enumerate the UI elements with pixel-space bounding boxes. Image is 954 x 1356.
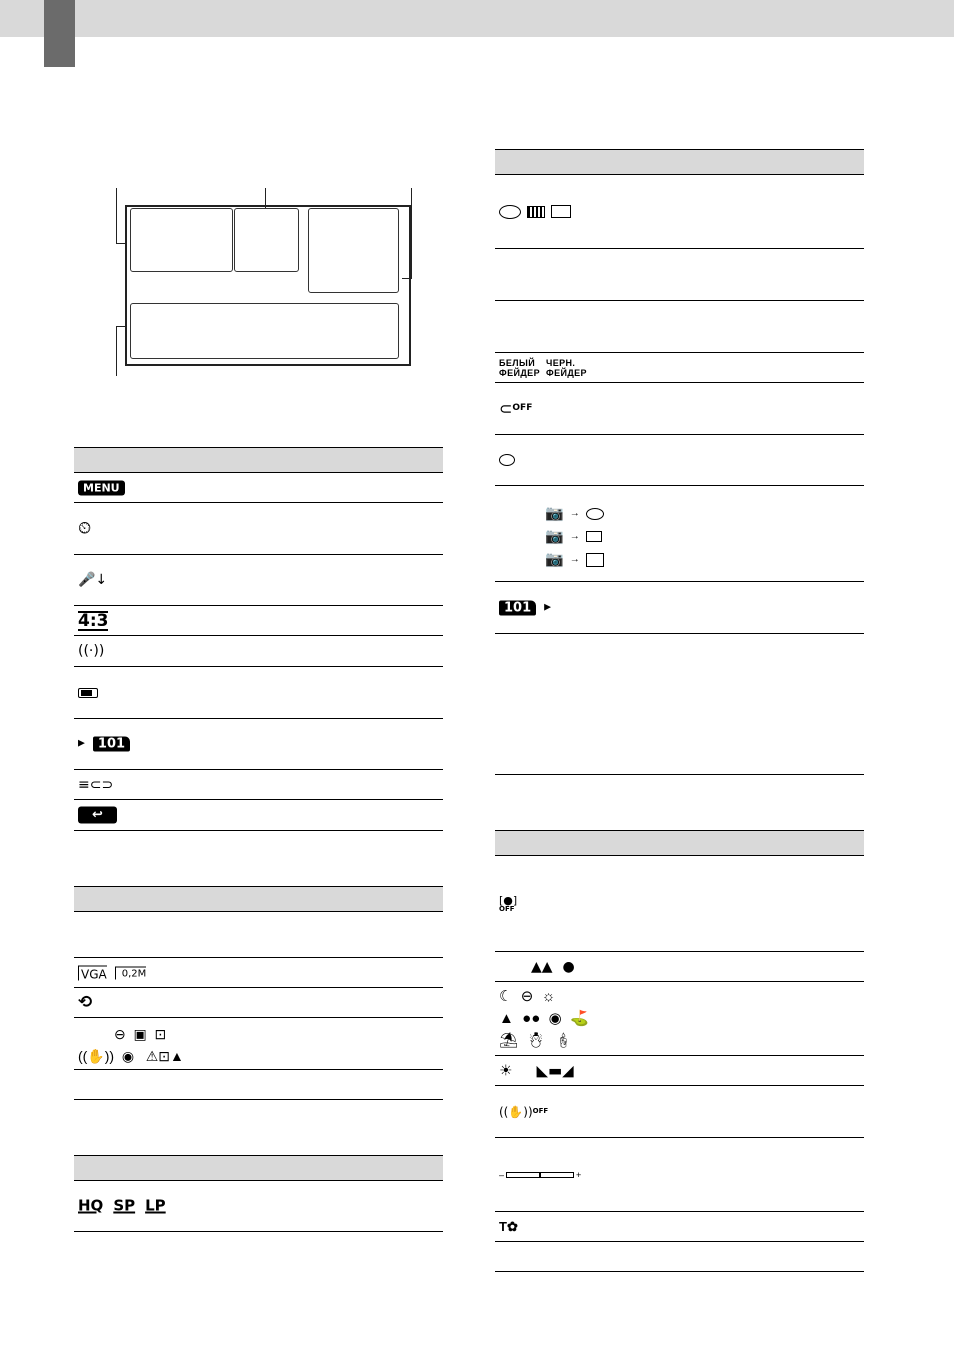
fader-icon	[499, 358, 587, 378]
drop-sensor-off-icon: ⊂ OFF	[499, 398, 533, 418]
table-row	[495, 301, 864, 353]
table-row	[74, 503, 443, 555]
face-detect-off-label: OFF	[499, 904, 515, 913]
left-table-1	[74, 447, 443, 831]
play-arrow-icon: ▶	[78, 738, 85, 749]
table-row	[495, 1138, 864, 1212]
table-row	[495, 982, 864, 1056]
table-row	[495, 1086, 864, 1138]
leader-line-4	[116, 326, 117, 376]
playback-folder-icon: 101	[499, 600, 536, 615]
table-row	[495, 486, 864, 582]
table-row	[74, 555, 443, 606]
right-table-2	[495, 830, 864, 1272]
face-detect-off-icon: [●] OFF	[499, 893, 518, 913]
folder-icon: 101	[93, 737, 130, 752]
self-timer-icon: ⏲	[78, 518, 92, 538]
menu-button-icon: MENU	[78, 480, 125, 495]
table-row	[495, 1212, 864, 1242]
table-row	[74, 606, 443, 636]
table-row	[495, 952, 864, 982]
return-button-icon: ↩	[78, 807, 117, 824]
sunlight-icon: ☀	[499, 1061, 513, 1079]
memory-icon	[527, 206, 545, 218]
table-row	[495, 1056, 864, 1086]
left-table-3	[74, 1155, 443, 1232]
play-arrow-icon: ▶	[544, 602, 552, 612]
table-row	[74, 1070, 443, 1100]
table-row	[74, 800, 443, 831]
portrait-icon: ●	[562, 958, 575, 975]
table-row	[495, 435, 864, 486]
table-row	[495, 353, 864, 383]
quality-lp-icon: LP	[145, 1196, 166, 1215]
zoom-minus-label: –	[499, 1169, 505, 1180]
card-icon	[551, 205, 571, 218]
wireless-icon: ((·))	[78, 643, 105, 659]
white-balance-icon: ◣▬◢	[536, 1061, 574, 1079]
image-size-02m-icon: 0,2M	[115, 966, 147, 979]
table-row	[495, 249, 864, 301]
table-row	[495, 582, 864, 634]
steadyshot-off-label: OFF	[532, 1107, 549, 1115]
table-row	[74, 988, 443, 1018]
table-header	[495, 149, 864, 175]
area-upper-right	[308, 208, 399, 293]
aspect-ratio-icon: 4:3	[78, 610, 109, 631]
media-warning-icons: ⊖ ▣ ⊡ ((✋)) ◉ ⚠⊡▲	[78, 1026, 184, 1064]
top-banner	[0, 0, 954, 37]
section-tab	[44, 0, 75, 67]
table-row	[74, 473, 443, 503]
drop-sensor-icon	[499, 454, 515, 466]
table-row	[74, 636, 443, 667]
fader-white-line2: ФЕЙДЕР	[499, 367, 540, 378]
fader-black-line2: ФЕЙДЕР	[545, 367, 587, 378]
quality-sp-icon: SP	[113, 1196, 136, 1215]
table-header	[495, 830, 864, 856]
zoom-bar-icon	[499, 1170, 581, 1180]
table-header	[74, 447, 443, 473]
leader-line-1	[116, 188, 117, 244]
leader-line-2	[265, 188, 266, 208]
image-size-vga-icon: VGA	[78, 965, 107, 980]
zoom-plus-label: +	[576, 1169, 582, 1180]
tele-macro-icon: T ✿	[499, 1218, 518, 1234]
copy-destination-icons: 📷 → 📷 → 📷 →	[545, 502, 604, 571]
table-row	[74, 1018, 443, 1070]
area-bottom	[130, 303, 399, 359]
table-row	[74, 912, 443, 958]
table-row	[74, 958, 443, 988]
leader-line-3	[411, 188, 412, 279]
table-row	[495, 1242, 864, 1272]
quality-hq-icon: HQ	[78, 1196, 104, 1215]
area-upper-center	[234, 208, 299, 272]
table-row	[74, 667, 443, 719]
mic-level-icon: 🎤↓	[78, 572, 108, 588]
left-table-2	[74, 886, 443, 1100]
scene-selection-icons: ☾ ⊖ ☼ ▲ ●● ◉ ⛳ ⛱ ☃ 🕯	[499, 988, 589, 1049]
tele-macro-label: T	[499, 1219, 507, 1234]
wind-noise-icon: ≡⊂⊃	[78, 776, 114, 793]
screen-diagram	[110, 188, 420, 378]
steadyshot-off-icon: ((✋)) OFF	[499, 1104, 549, 1119]
table-row	[495, 175, 864, 249]
landscape-icon: ▲▲	[531, 958, 553, 975]
table-row	[74, 719, 443, 770]
area-upper-left	[130, 208, 233, 272]
repeat-icon: ⟲	[78, 992, 93, 1012]
battery-icon	[78, 688, 98, 698]
table-header	[74, 1155, 443, 1181]
table-row	[74, 770, 443, 800]
drop-sensor-off-label: OFF	[512, 403, 533, 413]
table-row	[74, 1181, 443, 1232]
table-row	[495, 383, 864, 435]
table-row	[495, 856, 864, 952]
fader-white-line1: БЕЛЫЙ	[499, 357, 536, 368]
table-header	[74, 886, 443, 912]
table-row	[495, 634, 864, 775]
right-table-1	[495, 149, 864, 775]
fader-black-line1: ЧЕРН.	[545, 357, 576, 368]
hdd-icon	[499, 205, 521, 219]
